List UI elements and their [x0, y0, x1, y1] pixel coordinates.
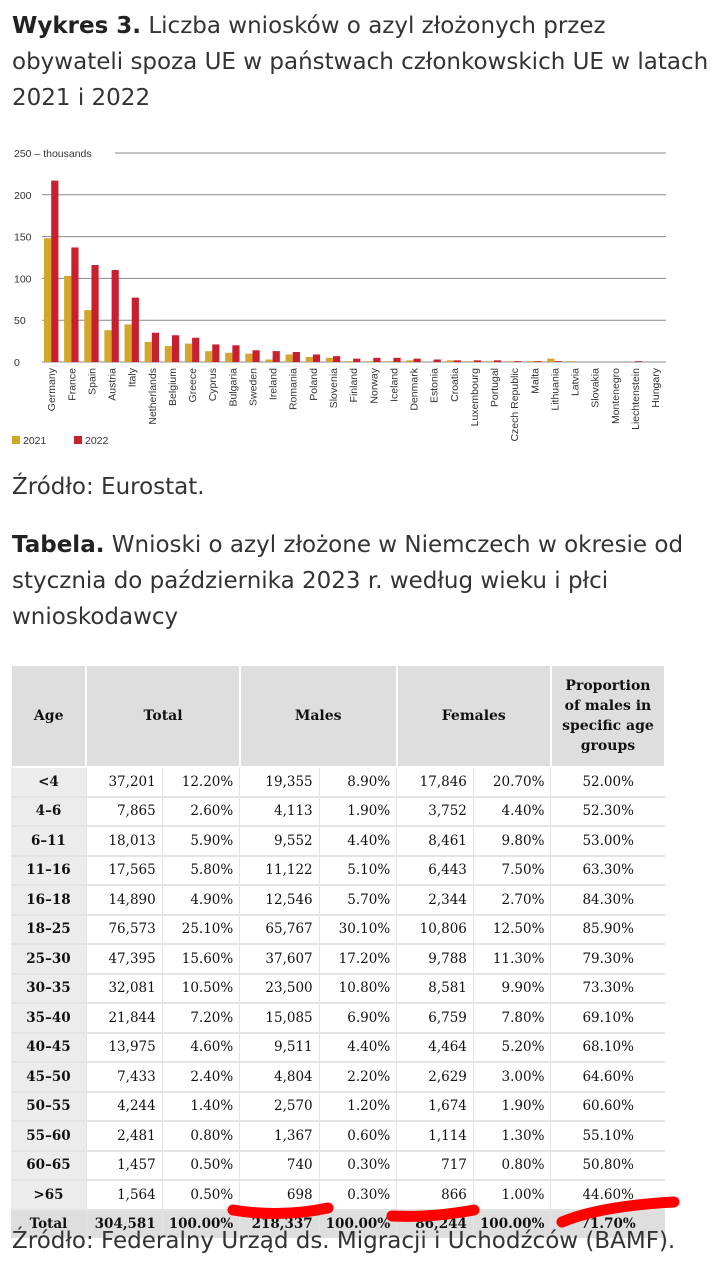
table-cell: 86,244 [397, 1210, 474, 1239]
table-row [11, 1151, 665, 1181]
red-underline-males [233, 1208, 328, 1214]
x-tick-label: Estonia [428, 368, 441, 404]
x-tick-label: Portugal [489, 368, 502, 408]
table-cell: 2.20% [319, 1062, 397, 1092]
age-cell: <4 [11, 767, 86, 797]
bar-2022 [273, 351, 280, 362]
table-cell: 68.10% [551, 1033, 665, 1063]
age-cell: 18–25 [11, 915, 86, 945]
chart-heading [12, 8, 712, 116]
x-tick-label: Liechtenstein [629, 368, 642, 430]
table-row [11, 1003, 665, 1033]
table-cell: 12.50% [473, 915, 551, 945]
table-cell: 5.90% [162, 826, 240, 856]
table-cell: 25.10% [162, 915, 240, 945]
bar-2021 [567, 361, 574, 362]
x-tick-label: Sweden [247, 368, 260, 406]
bar-2022 [635, 361, 642, 362]
table-cell: 717 [397, 1151, 474, 1181]
table-cell: 0.30% [319, 1180, 397, 1210]
bar-2022 [51, 181, 58, 362]
age-cell: 50–55 [11, 1092, 86, 1122]
table-cell: 20.70% [473, 767, 551, 797]
bar-2022 [454, 360, 461, 362]
table-cell: 7,865 [86, 797, 162, 827]
table-cell: 15.60% [162, 944, 240, 974]
x-tick-label: Czech Republic [509, 368, 522, 442]
table-cell: 10.50% [162, 974, 240, 1004]
bar-2022 [132, 298, 139, 362]
x-tick-label: Montenegro [609, 368, 622, 425]
bar-2021 [44, 238, 51, 362]
table-cell: 10.80% [319, 974, 397, 1004]
table-cell: 1,114 [397, 1121, 474, 1151]
bar-2021 [225, 353, 232, 362]
table-cell: 698 [240, 1180, 319, 1210]
bar-2021 [366, 361, 373, 362]
y-tick-label: 50 [14, 315, 26, 328]
table-row [11, 856, 665, 886]
bar-2021 [447, 360, 454, 362]
x-tick-label: Austria [106, 368, 119, 401]
table-cell: 13,975 [86, 1033, 162, 1063]
x-tick-label: Spain [86, 368, 99, 395]
bar-2022 [474, 360, 481, 362]
table-cell: 0.50% [162, 1180, 240, 1210]
table-cell: 4,464 [397, 1033, 474, 1063]
table-cell: 7.50% [473, 856, 551, 886]
header-males: Males [240, 665, 397, 767]
bar-2022 [293, 352, 300, 362]
table-cell: 2,629 [397, 1062, 474, 1092]
table-cell: 9,788 [397, 944, 474, 974]
x-tick-label: Slovakia [589, 368, 602, 408]
bar-2022 [534, 361, 541, 362]
table-cell: 17.20% [319, 944, 397, 974]
legend-label-2021: 2021 [23, 435, 47, 447]
table-header-row [11, 665, 665, 767]
table-cell: 1.90% [319, 797, 397, 827]
table-cell: 100.00% [473, 1210, 551, 1239]
x-tick-label: Latvia [569, 368, 582, 397]
bar-2022 [212, 344, 219, 362]
table-cell: 84.30% [551, 885, 665, 915]
table-cell: 4.60% [162, 1033, 240, 1063]
table-cell: 55.10% [551, 1121, 665, 1151]
table-cell: 85.90% [551, 915, 665, 945]
y-tick-label: 150 [14, 231, 32, 244]
y-tick-label: 0 [14, 357, 20, 369]
table-cell: 1,367 [240, 1121, 319, 1151]
table-cell: 47,395 [86, 944, 162, 974]
bar-2022 [494, 360, 501, 362]
table-row [11, 974, 665, 1004]
x-tick-label: Luxembourg [468, 368, 481, 427]
table-row [11, 826, 665, 856]
table-cell: 17,565 [86, 856, 162, 886]
x-tick-label: Croatia [448, 368, 461, 402]
bar-2021 [467, 361, 474, 362]
table-row [11, 767, 665, 797]
age-cell: 11–16 [11, 856, 86, 886]
age-cell: 40–45 [11, 1033, 86, 1063]
table-cell: 2,344 [397, 885, 474, 915]
table-cell: 18,013 [86, 826, 162, 856]
bar-2021 [205, 351, 212, 362]
table-cell: 11.30% [473, 944, 551, 974]
red-highlight-marks [0, 1190, 720, 1230]
x-tick-label: Greece [187, 368, 200, 403]
table-cell: 7.80% [473, 1003, 551, 1033]
x-tick-label: Cyprus [207, 368, 220, 402]
age-cell: 25–30 [11, 944, 86, 974]
bar-2021 [306, 357, 313, 362]
table-cell: 17,846 [397, 767, 474, 797]
x-tick-label: Finland [348, 368, 361, 403]
bar-2022 [71, 247, 78, 362]
table-cell: 53.00% [551, 826, 665, 856]
y-tick-label: 250 – thousands [14, 148, 92, 160]
bar-2021 [346, 361, 353, 362]
x-tick-label: Netherlands [146, 368, 159, 425]
header-total: Total [86, 665, 239, 767]
bar-2021 [165, 346, 172, 362]
table-cell: 8,581 [397, 974, 474, 1004]
table-cell: 0.60% [319, 1121, 397, 1151]
table-heading [12, 527, 712, 635]
table-cell: 9.80% [473, 826, 551, 856]
table-cell: 63.30% [551, 856, 665, 886]
table-cell: 5.10% [319, 856, 397, 886]
age-cell: >65 [11, 1180, 86, 1210]
legend-label-2022: 2022 [85, 435, 109, 447]
table-cell: 15,085 [240, 1003, 319, 1033]
table-cell: 4,113 [240, 797, 319, 827]
table-row [11, 797, 665, 827]
table-cell: 1,457 [86, 1151, 162, 1181]
table-source: Źródło: Federalny Urząd ds. Migracji i Uchodźców (BAMF). [12, 1228, 676, 1254]
legend-swatch-2021 [12, 436, 20, 444]
x-tick-label: France [66, 368, 79, 401]
header-females: Females [397, 665, 551, 767]
table-cell: 2.60% [162, 797, 240, 827]
table-cell: 9,511 [240, 1033, 319, 1063]
table-cell: 740 [240, 1151, 319, 1181]
table-cell: 1,564 [86, 1180, 162, 1210]
bar-2022 [353, 359, 360, 362]
table-cell: 37,607 [240, 944, 319, 974]
x-tick-label: Belgium [166, 368, 179, 406]
red-underline-proportion [562, 1202, 674, 1222]
bar-2021 [547, 359, 554, 362]
table-cell: 32,081 [86, 974, 162, 1004]
table-row [11, 1033, 665, 1063]
table-cell: 0.30% [319, 1151, 397, 1181]
table-cell: 44.60% [551, 1180, 665, 1210]
chart-heading-label: Wykres 3. [12, 13, 142, 39]
bar-2022 [152, 333, 159, 362]
table-cell: 6.90% [319, 1003, 397, 1033]
table-cell: 3,752 [397, 797, 474, 827]
table-cell: 0.50% [162, 1151, 240, 1181]
bar-2021 [265, 359, 272, 362]
x-tick-label: Bulgaria [227, 368, 240, 407]
table-row [11, 1092, 665, 1122]
table-cell: 1.00% [473, 1180, 551, 1210]
legend-swatch-2022 [74, 436, 82, 444]
table-cell: 9.90% [473, 974, 551, 1004]
table-cell: 23,500 [240, 974, 319, 1004]
x-tick-label: Ireland [267, 368, 280, 401]
table-cell: 12,546 [240, 885, 319, 915]
table-cell: 1.30% [473, 1121, 551, 1151]
table-cell: 8.90% [319, 767, 397, 797]
x-tick-label: Germany [46, 368, 59, 412]
table-cell: 30.10% [319, 915, 397, 945]
table-cell: 100.00% [319, 1210, 397, 1239]
table-cell: 2,570 [240, 1092, 319, 1122]
table-cell: 2.70% [473, 885, 551, 915]
table-cell: 8,461 [397, 826, 474, 856]
bar-2021 [507, 361, 514, 362]
table-cell: 76,573 [86, 915, 162, 945]
table-cell: 0.80% [473, 1151, 551, 1181]
table-cell: 100.00% [162, 1210, 240, 1239]
bar-2021 [245, 354, 252, 362]
bar-2021 [104, 330, 111, 362]
table-cell: 2,481 [86, 1121, 162, 1151]
bar-2022 [313, 354, 320, 362]
bar-2021 [286, 354, 293, 362]
table-cell: 73.30% [551, 974, 665, 1004]
x-tick-label: Norway [368, 368, 381, 404]
table-cell: 19,355 [240, 767, 319, 797]
age-cell: 55–60 [11, 1121, 86, 1151]
table-cell: 21,844 [86, 1003, 162, 1033]
table-row [11, 885, 665, 915]
bar-2021 [125, 324, 132, 362]
age-cell: 35–40 [11, 1003, 86, 1033]
table-cell: 5.20% [473, 1033, 551, 1063]
chart-source: Źródło: Eurostat. [12, 474, 205, 500]
x-tick-label: Hungary [650, 368, 663, 408]
x-tick-label: Romania [287, 368, 300, 411]
bar-2022 [514, 361, 521, 362]
table-cell: 4.90% [162, 885, 240, 915]
bar-2022 [434, 359, 441, 362]
x-tick-label: Malta [529, 368, 542, 394]
bar-2021 [487, 361, 494, 362]
table-row [11, 1121, 665, 1151]
table-cell: 4.40% [473, 797, 551, 827]
table-cell: 64.60% [551, 1062, 665, 1092]
y-tick-label: 200 [14, 189, 32, 202]
bar-chart [0, 140, 700, 460]
bar-2022 [172, 335, 179, 362]
table-row [11, 944, 665, 974]
bar-2022 [91, 265, 98, 362]
age-cell: Total [11, 1210, 86, 1239]
bar-2021 [406, 360, 413, 362]
chart-heading-text: Liczba wniosków o azyl złożonych przez obywateli spoza UE w państwach członkowskich UE w latach 2021 i 2022 [12, 13, 709, 111]
table-cell: 1,674 [397, 1092, 474, 1122]
table-cell: 1.90% [473, 1092, 551, 1122]
bar-2022 [393, 358, 400, 362]
table-cell: 304,581 [86, 1210, 162, 1239]
table-heading-text: Wnioski o azyl złożone w Niemczech w okresie od stycznia do października 2023 r. według wieku i płci wnioskodawcy [12, 532, 684, 630]
table-cell: 11,122 [240, 856, 319, 886]
bar-2021 [326, 358, 333, 362]
bar-2022 [232, 345, 239, 362]
table-cell: 218,337 [240, 1210, 319, 1239]
bar-2022 [112, 270, 119, 362]
table-cell: 6,443 [397, 856, 474, 886]
table-row [11, 1062, 665, 1092]
table-cell: 52.30% [551, 797, 665, 827]
age-cell: 45–50 [11, 1062, 86, 1092]
table-cell: 5.80% [162, 856, 240, 886]
table-cell: 7.20% [162, 1003, 240, 1033]
x-tick-label: Poland [307, 368, 320, 401]
table-cell: 4.40% [319, 1033, 397, 1063]
table-cell: 14,890 [86, 885, 162, 915]
table-cell: 9,552 [240, 826, 319, 856]
x-tick-label: Lithuania [549, 368, 562, 411]
table-cell: 4,244 [86, 1092, 162, 1122]
table-cell: 65,767 [240, 915, 319, 945]
red-underline-females [392, 1210, 474, 1216]
table-cell: 5.70% [319, 885, 397, 915]
bar-2021 [386, 361, 393, 362]
table-cell: 69.10% [551, 1003, 665, 1033]
table-heading-label: Tabela. [12, 532, 105, 558]
table-cell: 37,201 [86, 767, 162, 797]
bar-2021 [145, 342, 152, 362]
table-cell: 1.40% [162, 1092, 240, 1122]
x-tick-label: Italy [126, 368, 139, 388]
table-cell: 0.80% [162, 1121, 240, 1151]
bar-2022 [252, 350, 259, 362]
y-tick-label: 100 [14, 273, 32, 286]
table-cell: 3.00% [473, 1062, 551, 1092]
x-tick-label: Iceland [388, 368, 401, 402]
bar-2021 [64, 276, 71, 362]
asylum-table [10, 664, 666, 1238]
bar-2022 [333, 356, 340, 362]
table-cell: 10,806 [397, 915, 474, 945]
table-cell: 6,759 [397, 1003, 474, 1033]
table-cell: 79.30% [551, 944, 665, 974]
header-proportion: Proportion of males in specific age groups [551, 665, 665, 767]
age-cell: 6–11 [11, 826, 86, 856]
age-cell: 16–18 [11, 885, 86, 915]
table-cell: 4.40% [319, 826, 397, 856]
bar-2022 [373, 358, 380, 362]
bar-2022 [554, 361, 561, 362]
table-cell: 12.20% [162, 767, 240, 797]
table-cell: 52.00% [551, 767, 665, 797]
bar-2022 [192, 338, 199, 362]
table-cell: 866 [397, 1180, 474, 1210]
table-cell: 60.60% [551, 1092, 665, 1122]
age-cell: 4–6 [11, 797, 86, 827]
table-cell: 7,433 [86, 1062, 162, 1092]
table-cell: 50.80% [551, 1151, 665, 1181]
table-cell: 1.20% [319, 1092, 397, 1122]
table-cell: 2.40% [162, 1062, 240, 1092]
header-age: Age [11, 665, 86, 767]
x-tick-label: Slovenia [328, 368, 341, 409]
table-row [11, 915, 665, 945]
bar-2021 [84, 310, 91, 362]
bar-2022 [414, 359, 421, 362]
x-tick-label: Denmark [408, 368, 421, 411]
table-cell: 4,804 [240, 1062, 319, 1092]
bar-2021 [185, 344, 192, 362]
bar-2021 [527, 361, 534, 362]
table-cell: 71.70% [551, 1210, 665, 1239]
age-cell: 30–35 [11, 974, 86, 1004]
age-cell: 60–65 [11, 1151, 86, 1181]
